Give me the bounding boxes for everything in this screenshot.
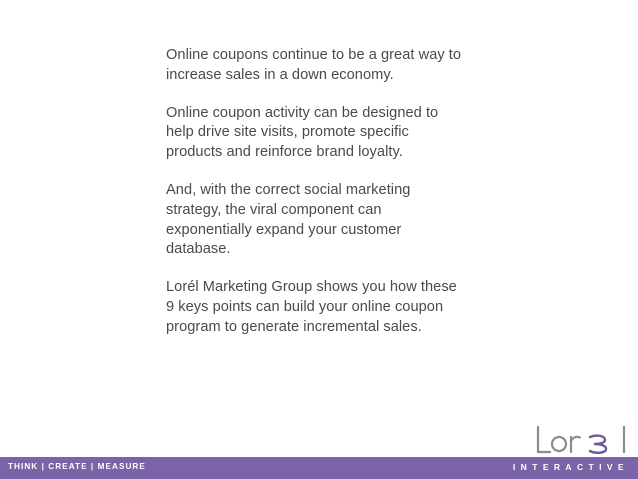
- footer-bar: [0, 457, 638, 479]
- paragraph-1: Online coupons continue to be a great way to increase sales in a down economy.: [166, 47, 462, 83]
- paragraph-4: Lorél Marketing Group shows you how these 9 keys points can build your online coupon program to generate incremental sales.: [166, 279, 457, 335]
- paragraph-2: Online coupon activity can be designed to help drive site visits, promote specific products and reinforce brand loyalty.: [166, 104, 439, 161]
- logo-subtitle: INTERACTIVE: [512, 462, 629, 472]
- footer-tagline: THINK | CREATE | MEASURE: [8, 462, 146, 471]
- paragraph-3: And, with the correct social marketing strategy, the viral component can exponentially expand your customer database.: [166, 181, 411, 258]
- slide-body: [166, 46, 466, 338]
- lorel-logo: [535, 423, 630, 459]
